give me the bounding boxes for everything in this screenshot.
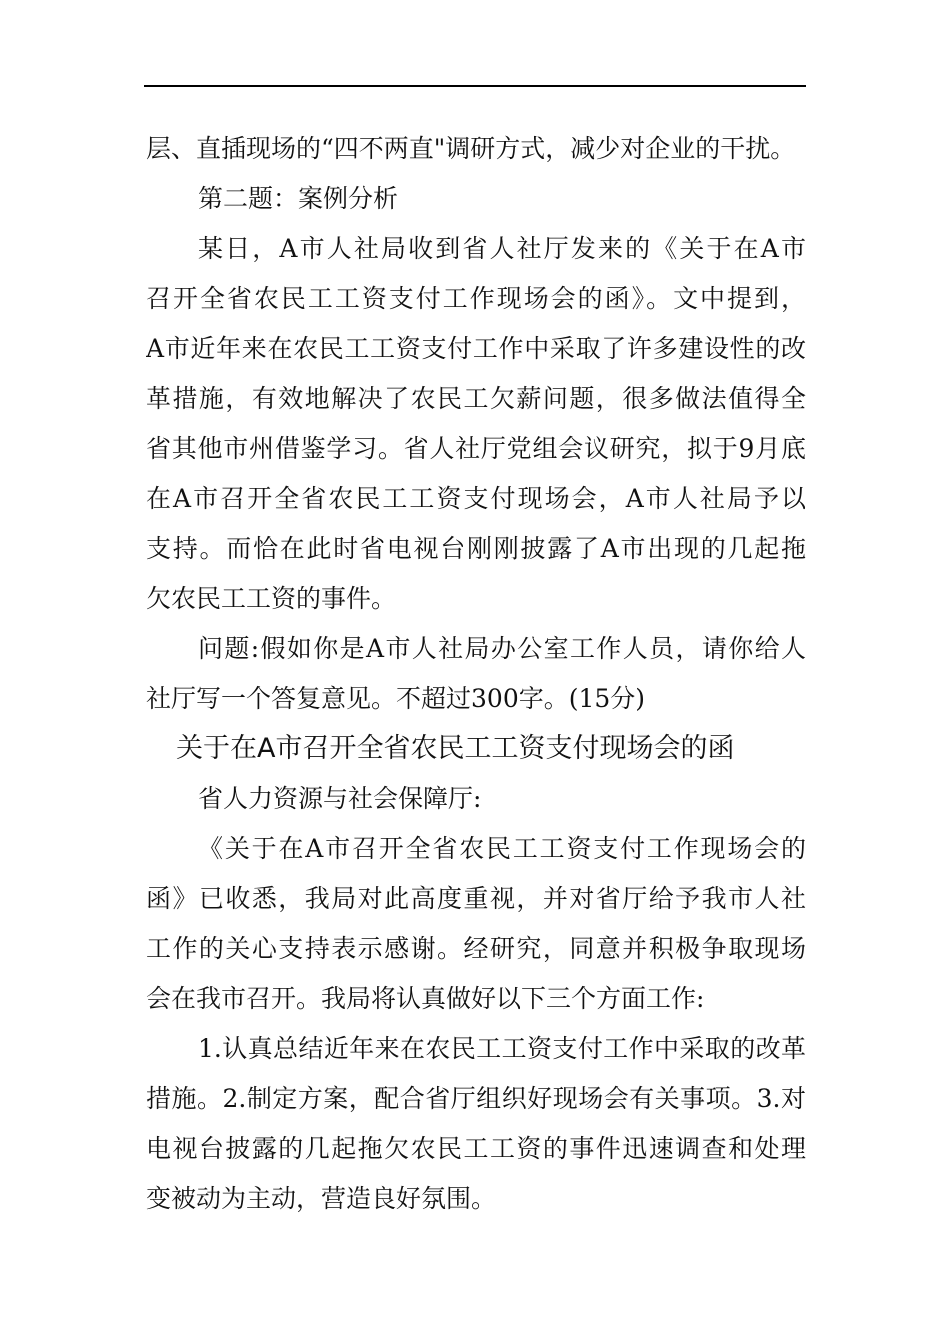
text-line: 措施。2.制定方案，配合省厅组织好现场会有关事项。3.对 — [146, 1084, 806, 1113]
text-line: 工作的关心支持表示感谢。经研究，同意并积极争取现场 — [146, 934, 806, 963]
text-line: 在A市召开全省农民工工资支付现场会，A市人社局予以 — [146, 484, 806, 513]
text-line: 电视台披露的几起拖欠农民工工资的事件迅速调查和处理 — [146, 1134, 806, 1163]
text-line: 欠农民工工资的事件。 — [146, 584, 397, 613]
section-title: 第二题：案例分析 — [198, 184, 399, 213]
text-line: 1.认真总结近年来在农民工工资支付工作中采取的改革 — [198, 1034, 806, 1063]
text-line: 某日，A市人社局收到省人社厅发来的《关于在A市 — [198, 234, 806, 263]
question-line: 问题:假如你是A市人社局办公室工作人员，请你给人 — [198, 634, 806, 663]
header-rule — [144, 85, 806, 87]
document-body — [146, 124, 806, 1224]
question-line: 社厅写一个答复意见。不超过300字。(15分) — [146, 684, 646, 713]
text-line: 会在我市召开。我局将认真做好以下三个方面工作: — [146, 984, 705, 1013]
text-line: 支持。而恰在此时省电视台刚刚披露了A市出现的几起拖 — [146, 534, 806, 563]
text-line: 函》已收悉，我局对此高度重视，并对省厅给予我市人社 — [146, 884, 806, 913]
text-line: 召开全省农民工工资支付工作现场会的函》。文中提到， — [146, 284, 806, 313]
text-line: 省其他市州借鉴学习。省人社厅党组会议研究，拟于9月底 — [146, 434, 806, 463]
text-line: 变被动为主动，营造良好氛围。 — [146, 1184, 497, 1213]
text-line: A市近年来在农民工工资支付工作中采取了许多建设性的改 — [146, 334, 806, 363]
text-line: 《关于在A市召开全省农民工工资支付工作现场会的 — [198, 834, 806, 863]
text-line: 层、直插现场的“四不两直"调研方式，减少对企业的干扰。 — [146, 134, 796, 163]
letter-title: 关于在A市召开全省农民工工资支付现场会的函 — [176, 733, 735, 764]
text-line: 革措施，有效地解决了农民工欠薪问题，很多做法值得全 — [146, 384, 806, 413]
letter-salutation: 省人力资源与社会保障厅: — [198, 784, 482, 813]
